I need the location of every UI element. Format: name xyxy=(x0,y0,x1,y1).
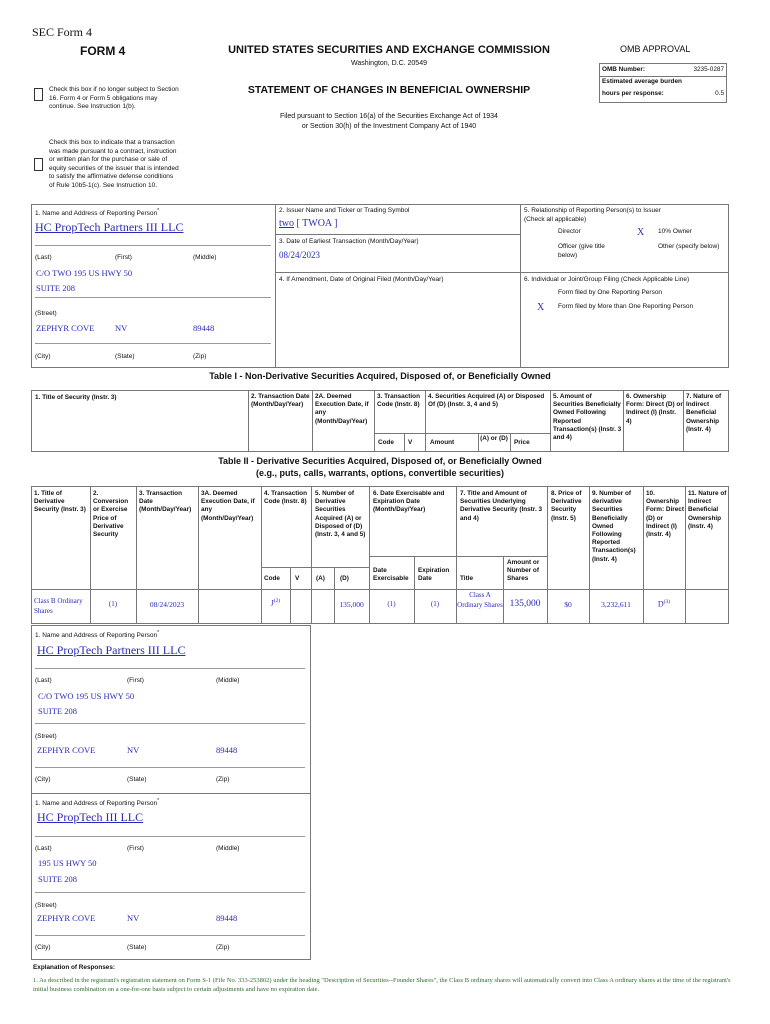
t2-row-title: Class B Ordinary Shares xyxy=(34,597,83,615)
t1-col5-header: 5. Amount of Securities Beneficially Owned Following Reported Transaction(s) (Instr. 3 and 4) xyxy=(553,393,622,442)
box1-first-label: (First) xyxy=(115,254,132,261)
t2-col8-header: 8. Price of Derivative Security (Instr. 5) xyxy=(551,490,582,522)
filed-more-persons-label: Form filed by More than One Reporting Person xyxy=(558,303,694,310)
omb-title: OMB APPROVAL xyxy=(620,44,691,54)
rp2-reporting-name[interactable]: HC PropTech Partners III LLC xyxy=(37,643,186,657)
box1-city-label: (City) xyxy=(35,353,51,360)
filed-more-check-mark: X xyxy=(537,302,545,313)
t2-col3a-header: 3A. Deemed Execution Date, if any (Month/Day/Year) xyxy=(201,490,255,522)
box5-label: 5. Relationship of Reporting Person(s) to Issuer xyxy=(524,207,661,214)
t1-col1-header: 1. Title of Security (Instr. 3) xyxy=(35,394,117,401)
form-title: FORM 4 xyxy=(80,44,126,58)
t2-col9-header: 9. Number of derivative Securities Beneficially Owned Following Reported Transaction(s) (Instr. 4) xyxy=(592,490,636,563)
t1-aord-sub: (A) or (D) xyxy=(480,435,508,442)
rp2-label: 1. Name and Address of Reporting Person* xyxy=(35,630,160,640)
t2-row-ownership-form: $D^{(3)}$ xyxy=(657,599,671,609)
t2-exp-sub: Expiration Date xyxy=(418,567,450,583)
t2-date-ex-sub: Date Exercisable xyxy=(373,567,409,583)
rp2-city-label: (City) xyxy=(35,776,51,783)
t2-row-owned: 3,232,611 xyxy=(601,600,631,609)
t1-col7-header: 7. Nature of Indirect Beneficial Ownership (Instr. 4) xyxy=(686,393,722,433)
issuer-name-ticker xyxy=(279,218,337,229)
explanation-title: Explanation of Responses: xyxy=(33,964,116,971)
box1-city: ZEPHYR COVE xyxy=(36,323,95,333)
t2-col10-header: 10. Ownership Form: Direct (D) or Indirect (I) (Instr. 4) xyxy=(646,490,684,539)
t2-col7-header: 7. Title and Amount of Securities Underlying Derivative Security (Instr. 3 and 4) xyxy=(460,490,543,522)
commission-location: Washington, D.C. 20549 xyxy=(350,60,427,67)
rp3-zip: 89448 xyxy=(216,913,238,923)
rp2-first-label: (First) xyxy=(127,677,144,684)
rp3-address-line-2: SUITE 208 xyxy=(38,874,77,884)
rp3-first-label: (First) xyxy=(127,845,144,852)
t1-col2a-header: 2A. Deemed Execution Date, if any (Month/Day/Year) xyxy=(315,393,369,425)
director-label: Director xyxy=(558,228,581,235)
table1-title: Table I - Non-Derivative Securities Acquired, Disposed of, or Beneficially Owned xyxy=(209,371,551,381)
t2-col3-header: 3. Transaction Date (Month/Day/Year) xyxy=(139,490,192,514)
rp2-address-line-1: C/O TWO 195 US HWY 50 xyxy=(38,691,135,701)
box1-zip-label: (Zip) xyxy=(193,353,207,360)
filed-line-1: Filed pursuant to Section 16(a) of the Securities Exchange Act of 1934 xyxy=(280,113,498,120)
t2-col2-header: 2. Conversion or Exercise Price of Derivative Security xyxy=(93,490,129,539)
rp3-state-label: (State) xyxy=(127,944,147,951)
rp3-reporting-name[interactable]: HC PropTech III LLC xyxy=(37,810,144,824)
rp2-city: ZEPHYR COVE xyxy=(37,745,96,755)
box4-label: 4. If Amendment, Date of Original Filed (Month/Day/Year) xyxy=(279,276,444,283)
box1-state-label: (State) xyxy=(115,353,135,360)
t2-title-sub: Title xyxy=(460,575,474,582)
rp3-state: NV xyxy=(127,913,140,923)
box6-label: 6. Individual or Joint/Group Filing (Check Applicable Line) xyxy=(524,276,690,283)
t1-amount-sub: Amount xyxy=(430,439,455,446)
omb-number: 3235-0287 xyxy=(693,66,724,73)
t1-col3-header: 3. Transaction Code (Instr. 8) xyxy=(377,393,420,409)
rp3-address-line-1: 195 US HWY 50 xyxy=(38,858,97,868)
box3-label: 3. Date of Earliest Transaction (Month/Day/Year) xyxy=(279,238,419,245)
filed-line-2: or Section 30(h) of the Investment Company Act of 1940 xyxy=(301,123,477,130)
rp3-last-label: (Last) xyxy=(35,845,52,852)
rule10b5-text: Check this box to indicate that a transaction was made pursuant to a contract, instruction or written plan for the purchase or sale of equity securities of the issuer that is intended to satisfy the affirmative defense conditions of Rule 10b5-1(c). See Instruction 10. xyxy=(49,139,179,189)
rp3-middle-label: (Middle) xyxy=(216,845,240,852)
t1-v-sub: V xyxy=(408,439,413,446)
table2-title: Table II - Derivative Securities Acquired, Disposed of, or Beneficially Owned xyxy=(218,456,542,466)
box1-address-line-2: SUITE 208 xyxy=(36,283,75,293)
issuer-ticker: [ TWOA ] xyxy=(296,218,338,229)
t2-row-underlying-title: Class A Ordinary Shares xyxy=(457,591,503,609)
rp3-street-label: (Street) xyxy=(35,902,57,909)
rp2-zip-label: (Zip) xyxy=(216,776,230,783)
t2-row-expiration: (1) xyxy=(430,600,440,608)
rp2-state: NV xyxy=(127,745,140,755)
t2-amount-sub: Amount or Number of Shares xyxy=(507,559,540,583)
t2-row-conversion: (1) xyxy=(108,600,118,608)
officer-label: Officer (give title below) xyxy=(558,243,605,259)
t2-row-underlying-amount: 135,000 xyxy=(509,599,541,609)
rp3-city-label: (City) xyxy=(35,944,51,951)
table2-subtitle: (e.g., puts, calls, warrants, options, convertible securities) xyxy=(255,468,505,478)
t2-col6-header: 6. Date Exercisable and Expiration Date (Month/Day/Year) xyxy=(373,490,445,514)
t1-col2-header: 2. Transaction Date (Month/Day/Year) xyxy=(251,393,310,409)
rp2-address-line-2: SUITE 208 xyxy=(38,706,77,716)
t2-a-sub: (A) xyxy=(316,575,325,582)
rule10b5-checkbox[interactable] xyxy=(34,158,43,171)
t2-row-date-exercisable: (1) xyxy=(387,600,396,608)
t1-code-sub: Code xyxy=(378,439,394,446)
filed-one-person-label: Form filed by One Reporting Person xyxy=(558,289,663,296)
issuer-link[interactable]: two xyxy=(279,218,294,229)
t1-col6-header: 6. Ownership Form: Direct (D) or Indirect (I) (Instr. 4) xyxy=(626,393,683,425)
statement-title: STATEMENT OF CHANGES IN BENEFICIAL OWNERSHIP xyxy=(247,84,531,96)
t2-col5-header: 5. Number of Derivative Securities Acquired (A) or Disposed of (D) (Instr. 3, 4 and 5) xyxy=(315,490,366,539)
other-label: Other (specify below) xyxy=(658,243,720,250)
box5-sub: (Check all applicable) xyxy=(524,216,587,223)
box1-label: 1. Name and Address of Reporting Person* xyxy=(35,208,160,218)
box1-middle-label: (Middle) xyxy=(193,254,217,261)
t2-row-code: $J^{(2)}$ xyxy=(270,598,281,608)
box1-last-label: (Last) xyxy=(35,254,52,261)
rp2-zip: 89448 xyxy=(216,745,238,755)
t2-col1-header: 1. Title of Derivative Security (Instr. 3) xyxy=(34,490,86,514)
rp2-middle-label: (Middle) xyxy=(216,677,240,684)
rp2-street-label: (Street) xyxy=(35,733,57,740)
commission-title: UNITED STATES SECURITIES AND EXCHANGE COMMISSION xyxy=(228,44,550,56)
t2-code-sub: Code xyxy=(264,575,280,582)
box1-address-line-1: C/O TWO 195 US HWY 50 xyxy=(36,268,133,278)
section16-text: Check this box if no longer subject to Section 16. Form 4 or Form 5 obligations may continue. See Instruction 1(b). xyxy=(49,86,179,111)
t2-v-sub: V xyxy=(295,575,300,582)
rp3-label: 1. Name and Address of Reporting Person* xyxy=(35,798,160,808)
rp3-city: ZEPHYR COVE xyxy=(37,913,96,923)
omb-hours: 0.5 xyxy=(715,90,724,97)
section16-checkbox[interactable] xyxy=(34,88,43,101)
rp2-state-label: (State) xyxy=(127,776,147,783)
rp3-zip-label: (Zip) xyxy=(216,944,230,951)
t2-row-date: 08/24/2023 xyxy=(149,600,185,609)
ten-pct-owner-label: 10% Owner xyxy=(658,228,692,235)
t2-row-price: $0 xyxy=(564,600,572,609)
explanation-note-1: 1. As described in the registrant's registration statement on Form S-1 (File No. 333-253802) under the heading "Description of Securities--Founder Shares", the Class B ordinary shares will automatically convert into Class A ordinary shares at the time of the registrant's initial business combination on a one-for-one basis subject to certain adjustments and have no expiration date. xyxy=(33,977,731,993)
box1-state: NV xyxy=(115,323,128,333)
omb-burden-label: Estimated average burden xyxy=(602,78,682,85)
sec-form-label: SEC Form 4 xyxy=(32,25,93,39)
director-check-mark: X xyxy=(637,227,645,238)
t1-col4-header: 4. Securities Acquired (A) or Disposed Of (D) (Instr. 3, 4 and 5) xyxy=(428,393,545,409)
t2-col11-header: 11. Nature of Indirect Beneficial Ownership (Instr. 4) xyxy=(688,490,727,530)
rp2-last-label: (Last) xyxy=(35,677,52,684)
earliest-transaction-date: 08/24/2023 xyxy=(279,250,321,260)
t2-row-acquired: 135,000 xyxy=(339,600,364,609)
box2-label: 2. Issuer Name and Ticker or Trading Symbol xyxy=(279,207,410,214)
box1-street-label: (Street) xyxy=(35,310,57,317)
omb-number-label: OMB Number: xyxy=(602,66,645,73)
omb-hours-label: hours per response: xyxy=(602,90,664,97)
box1-reporting-name[interactable]: HC PropTech Partners III LLC xyxy=(35,220,184,234)
t2-d-sub: (D) xyxy=(340,575,349,582)
t1-price-sub: Price xyxy=(514,439,530,446)
box1-zip: 89448 xyxy=(193,323,215,333)
t2-col4-header: 4. Transaction Code (Instr. 8) xyxy=(264,490,307,506)
